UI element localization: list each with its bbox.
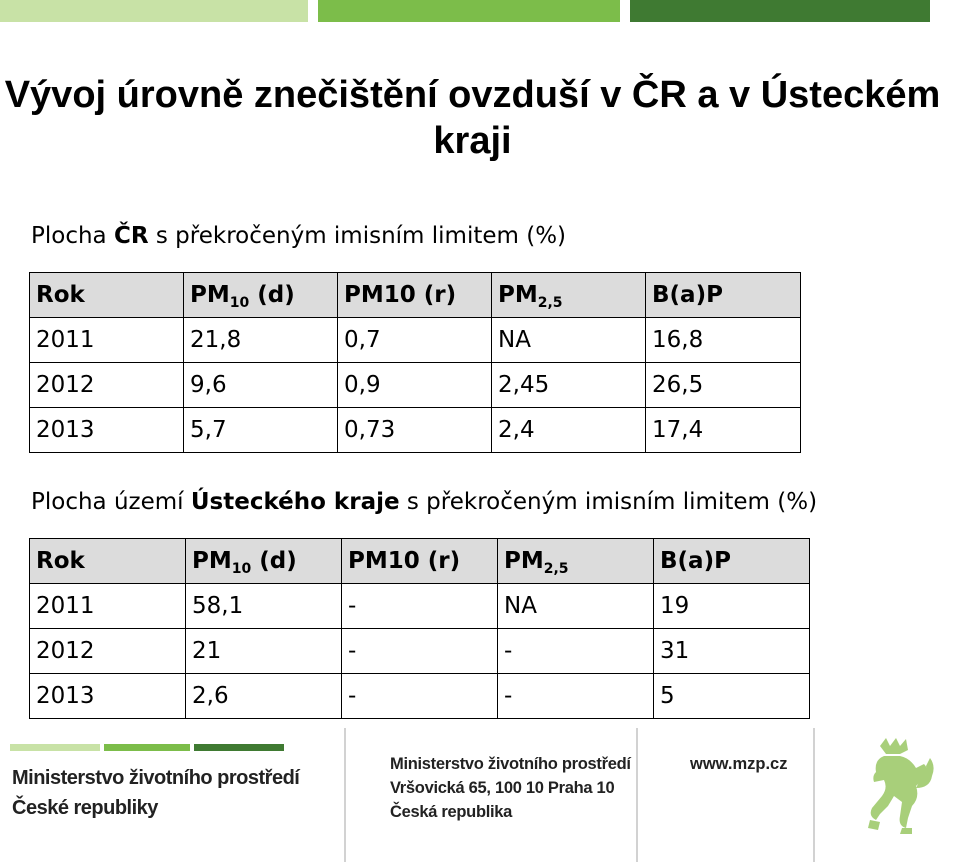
cell-value: 21,8 [184, 318, 338, 363]
cell-year: 2011 [30, 318, 184, 363]
cell-year: 2013 [30, 674, 186, 719]
cell-year: 2011 [30, 584, 186, 629]
header-pm25: $PM_{2,5}$ [498, 539, 654, 584]
cell-year: 2013 [30, 408, 184, 453]
footer-divider [344, 728, 346, 862]
table-header-row [30, 273, 801, 318]
cell-value: 0,9 [338, 363, 492, 408]
page-title: Vývoj úrovně znečištění ovzduší v ČR a v Ústeckém kraji [4, 74, 941, 162]
table-cr [29, 272, 801, 453]
cell-value: 5 [654, 674, 810, 719]
cell-value: - [342, 629, 498, 674]
cell-value: 5,7 [184, 408, 338, 453]
table-row [30, 408, 801, 453]
table-row [30, 363, 801, 408]
cell-value: NA [492, 318, 646, 363]
caption-cr: Plocha ČR s překročeným imisním limitem (%) [31, 223, 567, 249]
cell-value: - [498, 629, 654, 674]
caption-ustecky: Plocha území Ústeckého kraje s překročeným imisním limitem (%) [31, 489, 818, 515]
cell-value: - [342, 674, 498, 719]
cell-value: 17,4 [646, 408, 801, 453]
table-row [30, 584, 810, 629]
footer-divider [636, 728, 638, 862]
footer-ministry-name: Ministerstvo životního prostředí České republiky [12, 767, 300, 819]
table-row [30, 674, 810, 719]
table-header-row [30, 539, 810, 584]
table-row [30, 629, 810, 674]
footer-website-link[interactable]: www.mzp.cz [690, 755, 788, 773]
cell-value: - [342, 584, 498, 629]
table-row [30, 318, 801, 363]
cell-value: 26,5 [646, 363, 801, 408]
footer-bar-mid [104, 744, 190, 751]
header-pm10d: $PM_{10}$ (d) [186, 539, 342, 584]
cell-value: 2,45 [492, 363, 646, 408]
header-bap: B(a)P [654, 539, 810, 584]
cell-value: 58,1 [186, 584, 342, 629]
cell-value: NA [498, 584, 654, 629]
cell-value: 16,8 [646, 318, 801, 363]
top-bar-light [0, 0, 308, 22]
header-pm10d: $PM_{10}$ (d) [184, 273, 338, 318]
table-ustecky [29, 538, 810, 719]
footer-divider [813, 728, 815, 862]
cell-value: 21 [186, 629, 342, 674]
czech-lion-logo-icon [850, 736, 938, 836]
footer-address: Ministerstvo životního prostředí Vršovická 65, 100 10 Praha 10 Česká republika [390, 755, 631, 821]
cell-value: 19 [654, 584, 810, 629]
header-pm25: $PM_{2,5}$ [492, 273, 646, 318]
cell-year: 2012 [30, 629, 186, 674]
footer-bar-light [10, 744, 100, 751]
cell-value: 31 [654, 629, 810, 674]
cell-value: - [498, 674, 654, 719]
footer-bar-dark [194, 744, 284, 751]
cell-value: 0,73 [338, 408, 492, 453]
cell-value: 0,7 [338, 318, 492, 363]
cell-value: 2,4 [492, 408, 646, 453]
header-bap: B(a)P [646, 273, 801, 318]
header-pm10r: PM10 (r) [338, 273, 492, 318]
cell-value: 9,6 [184, 363, 338, 408]
header-rok: Rok [30, 273, 184, 318]
header-rok: Rok [30, 539, 186, 584]
cell-value: 2,6 [186, 674, 342, 719]
cell-year: 2012 [30, 363, 184, 408]
header-pm10r: PM10 (r) [342, 539, 498, 584]
top-bar-dark [630, 0, 930, 22]
footer [0, 728, 960, 862]
top-bar-mid [318, 0, 620, 22]
